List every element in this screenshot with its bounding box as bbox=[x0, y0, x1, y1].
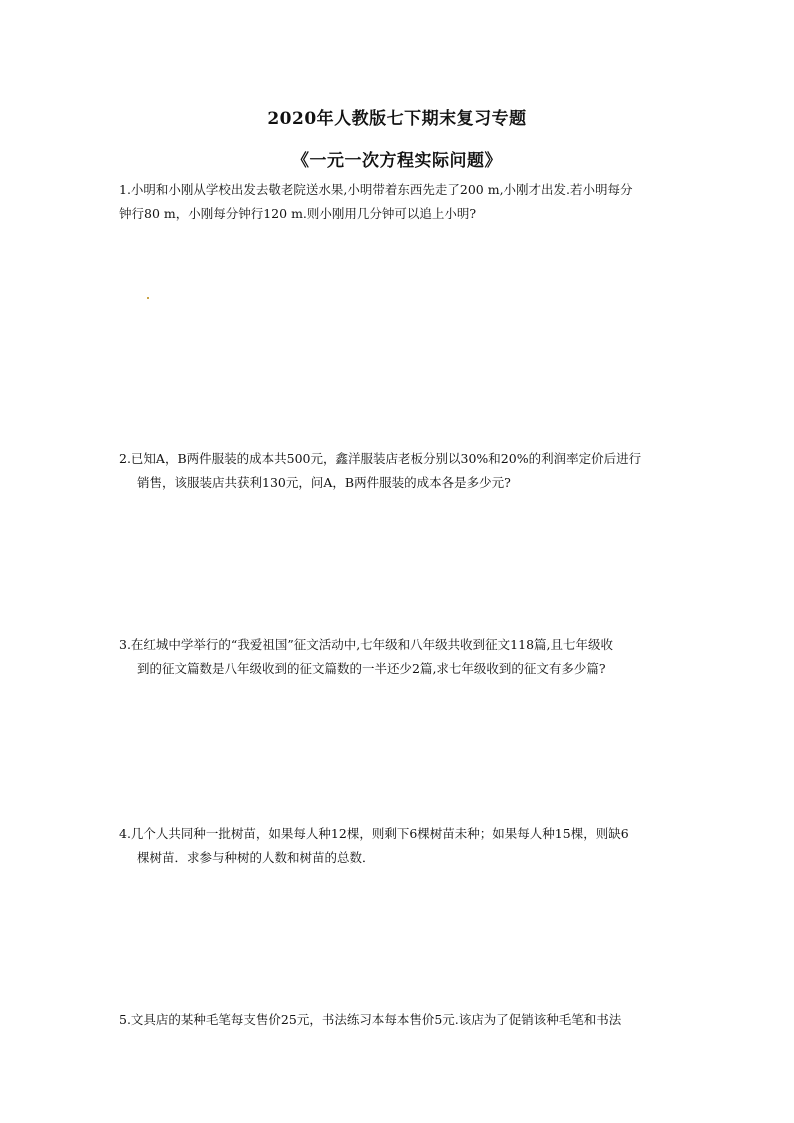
page-title: 2020年人教版七下期末复习专题 bbox=[267, 109, 527, 129]
question-4-line-2: 棵树苗．求参与种树的人数和树苗的总数． bbox=[137, 850, 375, 865]
question-4 bbox=[119, 822, 699, 870]
question-5 bbox=[119, 1008, 699, 1032]
question-3-line-1: 3.在红城中学举行的“我爱祖国”征文活动中,七年级和八年级共收到征文118篇,且七年级收 bbox=[119, 637, 614, 652]
question-1-line-1: 1.小明和小刚从学校出发去敬老院送水果,小明带着东西先走了200 m,小刚才出发.若小明每分 bbox=[119, 182, 633, 197]
question-2 bbox=[119, 447, 699, 495]
stray-mark bbox=[147, 297, 149, 299]
question-2-line-1: 2.已知A，B两件服装的成本共500元，鑫洋服装店老板分别以30%和20%的利润率定价后进行 bbox=[119, 451, 642, 466]
question-3-line-2: 到的征文篇数是八年级收到的征文篇数的一半还少2篇,求七年级收到的征文有多少篇? bbox=[137, 661, 606, 676]
question-2-line-2: 销售，该服装店共获利130元，问A，B两件服装的成本各是多少元? bbox=[137, 475, 511, 490]
page-subtitle: 《一元一次方程实际问题》 bbox=[292, 151, 502, 171]
question-3 bbox=[119, 633, 699, 681]
question-1-line-2: 钟行80 m，小刚每分钟行120 m.则小刚用几分钟可以追上小明? bbox=[119, 206, 477, 221]
question-1 bbox=[119, 178, 699, 226]
question-4-line-1: 4.几个人共同种一批树苗，如果每人种12棵，则剩下6棵树苗未种；如果每人种15棵，则缺6 bbox=[119, 826, 629, 841]
question-5-line-1: 5.文具店的某种毛笔每支售价25元，书法练习本每本售价5元.该店为了促销该种毛笔和书法 bbox=[119, 1012, 622, 1027]
